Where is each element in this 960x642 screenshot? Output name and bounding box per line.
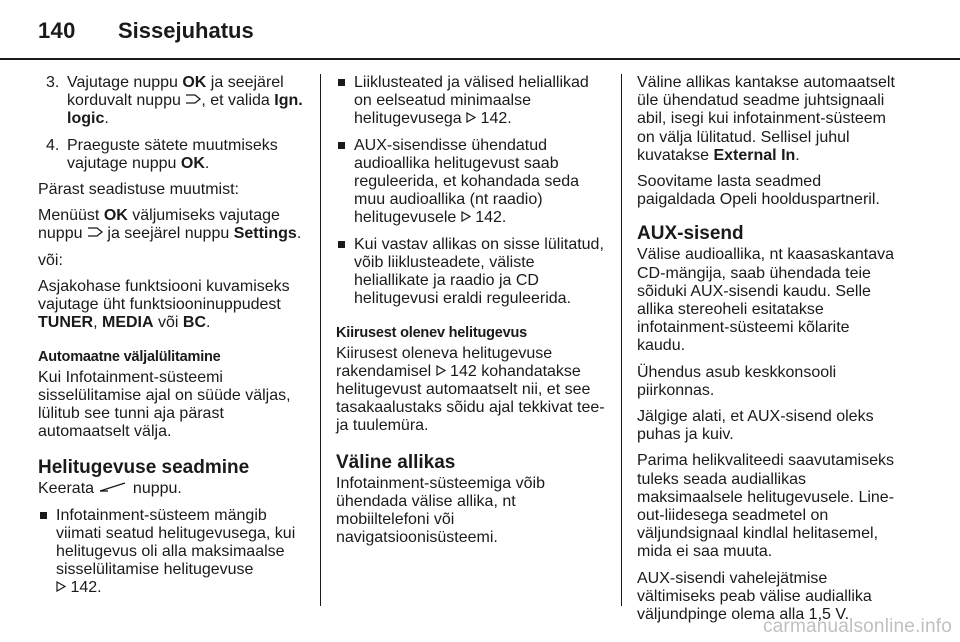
watermark: carmanualsonline.info xyxy=(762,616,952,637)
section-heading: AUX-sisend xyxy=(637,223,744,245)
list-item: 3. Vajutage nuppu OK ja seejärel korduvalt nuppu , et valida Ign. logic. xyxy=(46,74,303,128)
column-middle xyxy=(336,74,606,555)
paragraph: Menüüst OK väljumiseks vajutage nuppu ja seejärel nuppu Settings. xyxy=(38,207,302,243)
paragraph: või: xyxy=(38,251,63,269)
reference-triangle-icon xyxy=(436,363,446,381)
paragraph: Pärast seadistuse muutmist: xyxy=(38,181,239,199)
paragraph: Asjakohase funktsiooni kuvamiseks vajutage üht funktsiooninuppudest TUNER, MEDIA või BC. xyxy=(38,277,290,332)
list-item: AUX-sisendisse ühendatud audioallika helitugevust saab reguleerida, et kohandada seda muu audioallika (nt raadio) helitugevusele 142. xyxy=(336,137,606,228)
section-heading: Väline allikas xyxy=(336,451,456,473)
subheading: Automaatne väljalülitamine xyxy=(38,349,221,366)
paragraph: Kiirusest oleneva helitugevuse rakendamisel 142 kohandatakse helitugevust automaatselt nii, et see tasakaalustaks sõidu ajal tekkivat tee- ja tuulemüra. xyxy=(336,344,605,435)
page-number: 140 xyxy=(38,18,76,43)
paragraph: Väline allikas kantakse automaatselt üle ühendatud seadme juhtsignaali abil, isegi kui infotainment-süsteem on välja lülitatud. Sellisel juhul kuvatakse External In. xyxy=(637,74,895,164)
section-heading: Helitugevuse seadmine xyxy=(38,457,250,479)
list-item: Infotainment-süsteem mängib viimati seatud helitugevusega, kui helitugevus oli alla maksimaalse sisselülitamise helitugevuse 142. xyxy=(38,507,310,598)
column-right xyxy=(637,74,901,632)
list-item: Kui vastav allikas on sisse lülitatud, võib liiklusteadete, väliste heliallikate ja raadio ja CD helitugevusi eraldi reguleerida. xyxy=(336,236,606,309)
page-title: Sissejuhatus xyxy=(118,18,254,43)
header-rule xyxy=(0,58,960,60)
paragraph: Parima helikvaliteedi saavutamiseks tuleks seada audiallikas maksimaalsele helitugevusele. Line-out-liidesega seadmetel on väljundsignaal kindlal helitasemel, mida ei saa muuta. xyxy=(637,452,895,561)
paragraph: Välise audioallika, nt kaasaskantava CD-mängija, saab ühendada teie sõiduki AUX-sisendi kaudu. Selle allika stereoheli esitatakse infotainment-süsteemi kõlarite kaudu. xyxy=(637,246,895,355)
reference-triangle-icon xyxy=(466,110,476,128)
paragraph: Keerata nuppu. xyxy=(38,480,182,498)
column-divider xyxy=(621,74,622,606)
subheading: Kiirusest olenev helitugevus xyxy=(336,325,528,342)
paragraph: Soovitame lasta seadmed paigaldada Opeli hoolduspartneril. xyxy=(637,173,880,209)
volume-knob-icon xyxy=(98,480,128,498)
paragraph: Kui Infotainment-süsteemi sisselülitamise ajal on süüde väljas, lülitub see tunni aja pärast automaatselt välja. xyxy=(38,368,291,441)
column-left xyxy=(38,74,310,606)
list-item: 4. Praeguste sätete muutmiseks vajutage nuppu OK. xyxy=(46,136,278,172)
paragraph: Jälgige alati, et AUX-sisend oleks puhas ja kuiv. xyxy=(637,408,874,444)
reference-triangle-icon xyxy=(461,209,471,227)
list-item: Liiklusteated ja välised heliallikad on eelseatud minimaalse helitugevusega 142. xyxy=(336,74,606,129)
column-divider xyxy=(320,74,321,606)
paragraph: Infotainment-süsteemiga võib ühendada välise allika, nt mobiiltelefoni või navigatsioonisüsteemi. xyxy=(336,474,545,547)
paragraph: AUX-sisendi vahelejätmise vältimiseks peab välise audiallika väljundpinge olema alla 1,5 V. xyxy=(637,569,872,624)
next-arrow-icon xyxy=(87,225,103,243)
reference-triangle-icon xyxy=(56,579,66,597)
next-arrow-icon xyxy=(185,92,201,110)
page-header xyxy=(0,0,960,60)
paragraph: Ühendus asub keskkonsooli piirkonnas. xyxy=(637,363,837,399)
